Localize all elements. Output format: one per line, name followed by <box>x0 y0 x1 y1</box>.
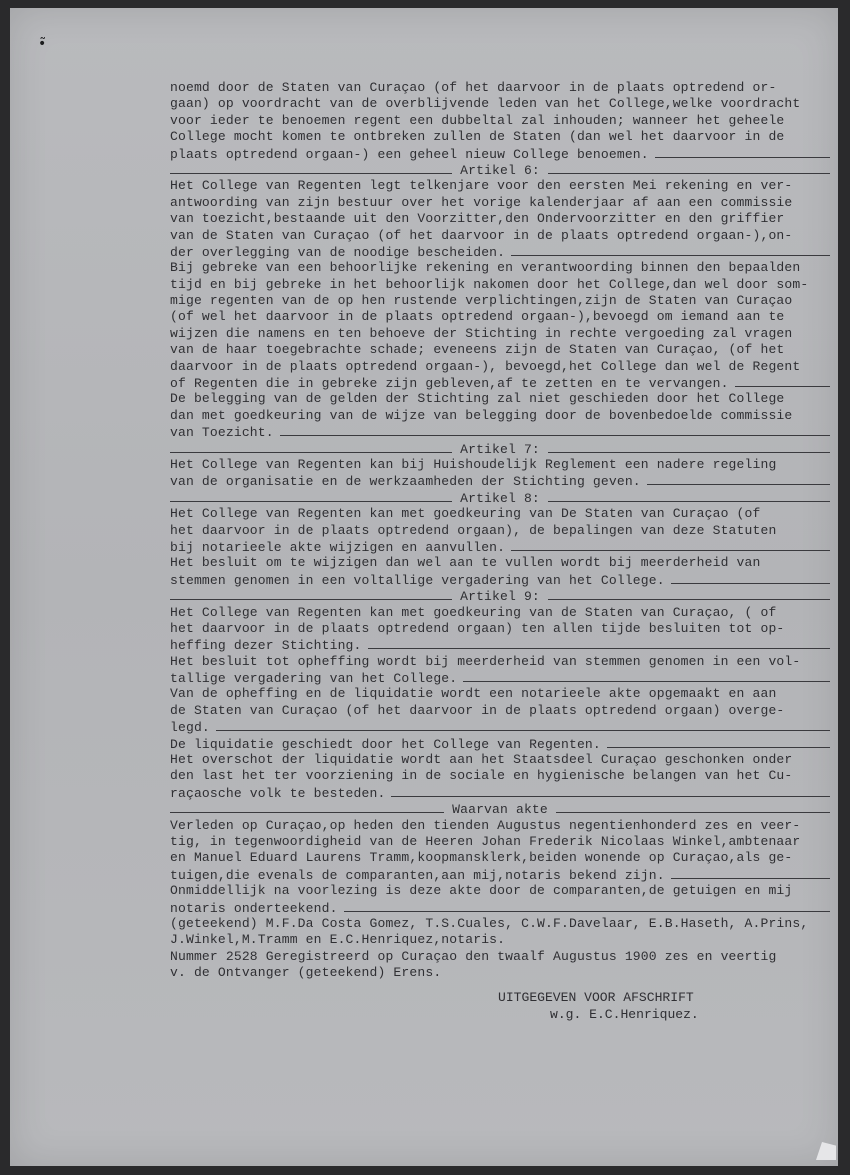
text-line <box>170 195 830 211</box>
line-text: De belegging van de gelden der Stichting zal niet geschieden door het College <box>170 391 785 407</box>
text-line <box>170 506 830 522</box>
text-line <box>170 211 830 227</box>
paper-tear <box>816 1142 836 1160</box>
fill-rule <box>647 473 830 485</box>
heading-text: Artikel 6: <box>460 162 540 178</box>
line-text: antwoording van zijn bestuur over het vorige kalenderjaar af aan een commissie <box>170 194 793 210</box>
text-line <box>170 113 830 129</box>
fill-rule <box>655 146 830 158</box>
text-line <box>170 703 830 719</box>
line-text: Het College van Regenten kan met goedkeuring van de Staten van Curaçao, ( of <box>170 604 777 620</box>
text-line <box>170 129 830 145</box>
corner-mark: •̃ <box>38 36 47 52</box>
line-text: daarvoor in de plaats optredend orgaan-), bevoegd,het College dan wel de Regent <box>170 358 801 374</box>
text-line <box>170 96 830 112</box>
text-line <box>170 605 830 621</box>
text-line <box>170 736 830 752</box>
line-text: van Toezicht. <box>170 425 274 441</box>
line-text: het daarvoor in de plaats optredend orgaan) ten allen tijde besluiten tot op- <box>170 620 785 636</box>
text-line <box>170 768 830 784</box>
heading-rule-left <box>170 588 452 600</box>
line-text: (of wel het daarvoor in de plaats optredend orgaan-),bevoegd om iemand aan te <box>170 309 785 325</box>
line-text: Bij gebreke van een behoorlijke rekening en verantwoording binnen den bepaalden <box>170 260 801 276</box>
fill-rule <box>671 867 830 879</box>
heading-text: Artikel 7: <box>460 441 540 457</box>
text-line <box>170 932 830 948</box>
line-text: de Staten van Curaçao (of het daarvoor in de plaats optredend orgaan) overge- <box>170 702 785 718</box>
text-line <box>170 523 830 539</box>
line-text: Het College van Regenten kan met goedkeuring van De Staten van Curaçao (of <box>170 506 761 522</box>
line-text: dan met goedkeuring van de wijze van belegging door de bovenbedoelde commissie <box>170 407 793 423</box>
article-heading <box>170 490 830 506</box>
heading-rule-left <box>170 490 452 502</box>
line-text: tig, in tegenwoordigheid van de Heeren Johan Frederik Nicolaas Winkel,ambtenaar <box>170 833 801 849</box>
line-text: Van de opheffing en de liquidatie wordt een notarieele akte opgemaakt en aan <box>170 686 777 702</box>
line-text: Verleden op Curaçao,op heden den tienden Augustus negentienhonderd zes en veer- <box>170 817 801 833</box>
fill-rule <box>511 244 830 256</box>
fill-rule <box>671 572 830 584</box>
text-line <box>170 326 830 342</box>
text-line <box>170 654 830 670</box>
line-text: Het besluit tot opheffing wordt bij meerderheid van stemmen genomen in een vol- <box>170 653 801 669</box>
heading-text: Artikel 8: <box>460 490 540 506</box>
article-heading <box>170 801 830 817</box>
text-line <box>170 457 830 473</box>
heading-rule-right <box>548 441 830 453</box>
article-heading <box>170 162 830 178</box>
line-text: tuigen,die evenals de comparanten,aan mij,notaris bekend zijn. <box>170 867 665 883</box>
text-line <box>170 375 830 391</box>
fill-rule <box>216 719 830 731</box>
line-text: den last het ter voorziening in de sociale en hygienische belangen van het Cu- <box>170 768 793 784</box>
text-line <box>170 965 830 981</box>
heading-rule-left <box>170 441 452 453</box>
fill-rule <box>511 539 830 551</box>
text-line <box>170 539 830 555</box>
text-line <box>170 555 830 571</box>
text-line <box>170 785 830 801</box>
text-line <box>170 834 830 850</box>
fill-rule <box>391 785 830 797</box>
text-line <box>170 637 830 653</box>
text-line <box>170 949 830 965</box>
text-line <box>170 260 830 276</box>
line-text: v. de Ontvanger (geteekend) Erens. <box>170 965 442 981</box>
text-line <box>170 228 830 244</box>
text-line <box>170 391 830 407</box>
line-text: De liquidatie geschiedt door het College van Regenten. <box>170 736 601 752</box>
article-heading <box>170 441 830 457</box>
heading-text: Waarvan akte <box>452 802 548 818</box>
line-text: Het besluit om te wijzigen dan wel aan te vullen wordt bij meerderheid van <box>170 555 761 571</box>
text-line <box>170 309 830 325</box>
text-line <box>170 621 830 637</box>
text-line <box>170 572 830 588</box>
document-body <box>170 80 830 981</box>
fill-rule <box>735 375 830 387</box>
fill-rule <box>607 736 830 748</box>
line-text: van de organisatie en de werkzaamheden der Stichting geven. <box>170 474 641 490</box>
text-line <box>170 359 830 375</box>
line-text: wijzen die namens en ten behoeve der Stichting in rechte vergoeding zal vragen <box>170 325 793 341</box>
heading-rule-left <box>170 162 452 174</box>
line-text: of Regenten die in gebreke zijn gebleven,af te zetten en te vervangen. <box>170 376 729 392</box>
line-text: Het overschot der liquidatie wordt aan het Staatsdeel Curaçao geschonken onder <box>170 752 793 768</box>
line-text: het daarvoor in de plaats optredend orgaan), de bepalingen van deze Statuten <box>170 522 777 538</box>
line-text: mige regenten van de op hen rustende verplichtingen,zijn de Staten van Curaçao <box>170 293 793 309</box>
heading-rule-right <box>556 801 830 813</box>
line-text: College mocht komen te ontbreken zullen de Staten (dan wel het daarvoor in de <box>170 129 785 145</box>
line-text: van de haar toegebrachte schade; eveneens zijn de Staten van Curaçao, (of het <box>170 342 785 358</box>
text-line <box>170 146 830 162</box>
text-line <box>170 850 830 866</box>
fill-rule <box>463 670 830 682</box>
text-line <box>170 244 830 260</box>
line-text: van de Staten van Curaçao (of het daarvoor in de plaats optredend orgaan-),on- <box>170 227 793 243</box>
line-text: voor ieder te benoemen regent een dubbeltal zal inhouden; wanneer het geheele <box>170 112 785 128</box>
text-line <box>170 277 830 293</box>
line-text: en Manuel Eduard Laurens Tramm,koopmansklerk,beiden wonende op Curaçao,als ge- <box>170 850 793 866</box>
heading-rule-right <box>548 588 830 600</box>
text-line <box>170 686 830 702</box>
line-text: der overlegging van de noodige bescheiden. <box>170 244 506 260</box>
article-heading <box>170 588 830 604</box>
line-text: gaan) op voordracht van de overblijvende leden van het College,welke voordracht <box>170 96 801 112</box>
line-text: plaats optredend orgaan-) een geheel nieuw College benoemen. <box>170 146 649 162</box>
text-line <box>170 883 830 899</box>
text-line <box>170 424 830 440</box>
text-line <box>170 867 830 883</box>
text-line <box>170 719 830 735</box>
line-text: Onmiddellijk na voorlezing is deze akte door de comparanten,de getuigen en mij <box>170 883 793 899</box>
heading-rule-right <box>548 490 830 502</box>
line-text: tijd en bij gebreke in het behoorlijk nakomen door het College,dan wel door som- <box>170 276 809 292</box>
text-line <box>170 342 830 358</box>
text-line <box>170 916 830 932</box>
signature-title: UITGEGEVEN VOOR AFSCHRIFT <box>498 990 694 1005</box>
line-text: J.Winkel,M.Tramm en E.C.Henriquez,notaris. <box>170 932 506 948</box>
line-text: bij notarieele akte wijzigen en aanvullen. <box>170 539 506 555</box>
line-text: Nummer 2528 Geregistreerd op Curaçao den twaalf Augustus 1900 zes en veertig <box>170 948 777 964</box>
line-text: Het College van Regenten legt telkenjare voor den eersten Mei rekening en ver- <box>170 178 793 194</box>
signature-name: w.g. E.C.Henriquez. <box>550 1007 699 1022</box>
line-text: legd. <box>170 720 210 736</box>
fill-rule <box>344 900 830 912</box>
text-line <box>170 408 830 424</box>
text-line <box>170 900 830 916</box>
document-page <box>10 8 838 1166</box>
text-line <box>170 473 830 489</box>
heading-text: Artikel 9: <box>460 589 540 605</box>
text-line <box>170 752 830 768</box>
line-text: notaris onderteekend. <box>170 900 338 916</box>
heading-rule-right <box>548 162 830 174</box>
fill-rule <box>280 424 830 436</box>
line-text: (geteekend) M.F.Da Costa Gomez, T.S.Cuales, C.W.F.Davelaar, E.B.Haseth, A.Prins, <box>170 915 809 931</box>
fill-rule <box>368 637 830 649</box>
line-text: heffing dezer Stichting. <box>170 638 362 654</box>
text-line <box>170 80 830 96</box>
line-text: noemd door de Staten van Curaçao (of het daarvoor in de plaats optredend or- <box>170 80 777 95</box>
line-text: stemmen genomen in een voltallige vergadering van het College. <box>170 572 665 588</box>
line-text: van toezicht,bestaande uit den Voorzitter,den Ondervoorzitter en den griffier <box>170 211 785 227</box>
line-text: raçaosche volk te besteden. <box>170 785 386 801</box>
text-line <box>170 818 830 834</box>
text-line <box>170 293 830 309</box>
line-text: Het College van Regenten kan bij Huishoudelijk Reglement een nadere regeling <box>170 456 777 472</box>
line-text: tallige vergadering van het College. <box>170 671 458 687</box>
text-line <box>170 670 830 686</box>
text-line <box>170 178 830 194</box>
heading-rule-left <box>170 801 444 813</box>
